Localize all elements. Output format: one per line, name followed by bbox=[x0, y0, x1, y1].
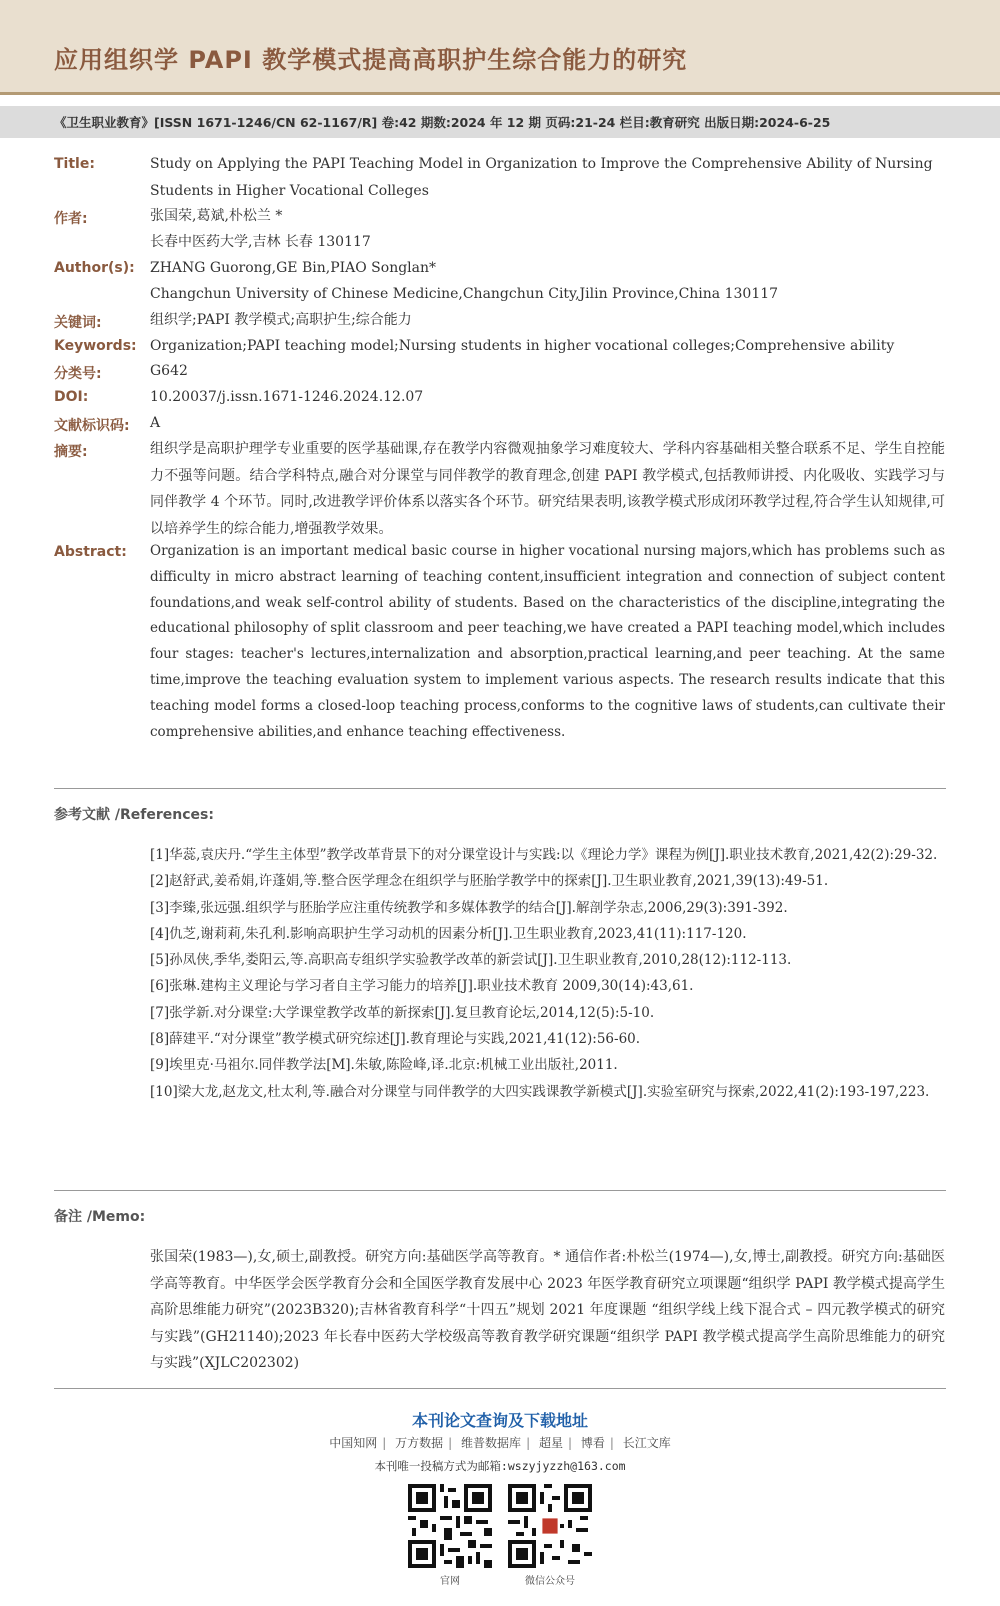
abstract-cn-label: 摘要: bbox=[54, 444, 88, 460]
document-code-value: A bbox=[150, 415, 161, 431]
author-cn-value: 张国荣,葛斌,朴松兰 * bbox=[150, 208, 283, 224]
database-link[interactable]: 博看 bbox=[580, 1436, 605, 1450]
abstract-cn-text: 组织学是高职护理学专业重要的医学基础课,存在教学内容微观抽象学习难度较大、学科内容基础相关整合联系不足、学生自控能力不强等问题。结合学科特点,融合对分课堂与同伴教学的教育理念,创建 PAPI 教学模式,包括教师讲授、内化吸收、实践学习与同伴教学 4 个环节。同时,改进教学评价体系以落实各个环节。研究结果表明,该教学模式形成闭环教学过程,符合学生认知规律,可以培养学生的综合能力,增强教学效果。 bbox=[150, 441, 945, 537]
reference-item: [6]张琳.建构主义理论与学习者自主学习能力的培养[J].职业技术教育 2009,30(14):43,61. bbox=[150, 978, 694, 995]
doi-value[interactable]: 10.20037/j.issn.1671-1246.2024.12.07 bbox=[150, 389, 424, 405]
references-heading: 参考文献 /References: bbox=[54, 807, 214, 823]
memo-text: 张国荣(1983—),女,硕士,副教授。研究方向:基础医学高等教育。* 通信作者:朴松兰(1974—),女,博士,副教授。研究方向:基础医学高等教育。中华医学会医学教育分会和全国医学教育发展中心 2023 年医学教育研究立项课题“组织学 PAPI 教学模式提高学生高阶思维能力研究”(2023B320);吉林省教育科学“十四五”规划 2021 年度课题 “组织学线上线下混合式 – 四元教学模式的研究与实践”(GH21140);2023 年长春中医药大学校级高等教育教学研究课题“组织学 PAPI 教学模式提高学生高阶思维能力的研究与实践”(XJLC202302) bbox=[150, 1249, 945, 1371]
wechat-qr-code[interactable] bbox=[508, 1484, 592, 1568]
page-title: 应用组织学 PAPI 教学模式提高高职护生综合能力的研究 bbox=[54, 46, 688, 74]
section-divider bbox=[54, 788, 946, 789]
keywords-cn-value: 组织学;PAPI 教学模式;高职护生;综合能力 bbox=[150, 312, 412, 328]
footer-title: 本刊论文查询及下载地址 bbox=[411, 1411, 588, 1430]
keywords-en-value: Organization;PAPI teaching model;Nursing students in higher vocational colleges;Comprehensive ability bbox=[150, 338, 895, 354]
affiliation-cn: 长春中医药大学,吉林 长春 130117 bbox=[150, 234, 371, 250]
author-en-value: ZHANG Guorong,GE Bin,PIAO Songlan* bbox=[150, 260, 437, 276]
title-label: Title: bbox=[54, 156, 95, 172]
abstract-en-label: Abstract: bbox=[54, 544, 127, 560]
reference-item: [7]张学新.对分课堂:大学课堂教学改革的新探索[J].复旦教育论坛,2014,12(5):5-10. bbox=[150, 1004, 655, 1021]
qr-caption-website: 官网 bbox=[440, 1576, 460, 1587]
author-cn-label: 作者: bbox=[54, 211, 88, 227]
reference-item: [8]薛建平.“对分课堂”教学模式研究综述[J].教育理论与实践,2021,41(12):56-60. bbox=[150, 1031, 641, 1048]
database-list: 中国知网 | 万方数据 | 维普数据库 | 超星 | 博看 | 长江文库 bbox=[329, 1436, 671, 1450]
database-link[interactable]: 中国知网 bbox=[329, 1436, 378, 1450]
doi-label: DOI: bbox=[54, 389, 89, 405]
reference-item: [3]李臻,张远强.组织学与胚胎学应注重传统教学和多媒体教学的结合[J].解剖学杂志,2006,29(3):391-392. bbox=[150, 899, 788, 916]
journal-meta-text: 《卫生职业教育》[ISSN 1671-1246/CN 62-1167/R] 卷:42 期数:2024 年 12 期 页码:21-24 栏目:教育研究 出版日期:2024-6-25 bbox=[54, 115, 831, 130]
website-qr-code[interactable] bbox=[408, 1484, 492, 1568]
document-code-label: 文献标识码: bbox=[54, 418, 130, 434]
keywords-en-label: Keywords: bbox=[54, 338, 137, 354]
database-link[interactable]: 超星 bbox=[538, 1436, 563, 1450]
reference-item: [5]孙凤侠,季华,娄阳云,等.高职高专组织学实验教学改革的新尝试[J].卫生职业教育,2010,28(12):112-113. bbox=[150, 952, 792, 969]
header-divider bbox=[0, 92, 1000, 95]
reference-item: [10]梁大龙,赵龙文,杜太利,等.融合对分课堂与同伴教学的大四实践课教学新模式[J].实验室研究与探索,2022,41(2):193-197,223. bbox=[150, 1083, 930, 1100]
reference-item: [1]华蕊,袁庆丹.“学生主体型”教学改革背景下的对分课堂设计与实践:以《理论力学》课程为例[J].职业技术教育,2021,42(2):29-32. bbox=[150, 847, 938, 863]
reference-item: [2]赵舒武,姜希娟,许蓬娟,等.整合医学理念在组织学与胚胎学教学中的探索[J].卫生职业教育,2021,39(13):49-51. bbox=[150, 873, 829, 890]
classification-value: G642 bbox=[150, 363, 188, 379]
title-value: Study on Applying the PAPI Teaching Model in Organization to Improve the Comprehensive Ability of Nursing Students in Higher Vocational Colleges bbox=[150, 156, 933, 199]
memo-heading: 备注 /Memo: bbox=[54, 1209, 146, 1225]
submission-email: 本刊唯一投稿方式为邮箱:wszyjyzzh@163.com bbox=[374, 1459, 626, 1473]
database-link[interactable]: 万方数据 bbox=[395, 1436, 444, 1450]
database-link[interactable]: 维普数据库 bbox=[461, 1436, 522, 1450]
affiliation-en: Changchun University of Chinese Medicine,Changchun City,Jilin Province,China 130117 bbox=[150, 286, 779, 302]
section-divider bbox=[54, 1388, 946, 1389]
keywords-cn-label: 关键词: bbox=[54, 315, 102, 331]
qr-caption-wechat: 微信公众号 bbox=[525, 1576, 575, 1587]
database-link[interactable]: 长江文库 bbox=[622, 1436, 671, 1450]
abstract-en-text: Organization is an important medical basic course in higher vocational nursing majors,which has problems such as difficulty in micro abstract learning of teaching content,insufficient integration and connection of subject content foundations,and weak self-control ability of students. Based on the characteristics of the discipline,integrating the educational philosophy of split classroom and peer teaching,we have created a PAPI teaching model,which includes four stages: teacher's lectures,internalization and absorption,practical learning,and peer teaching. At the same time,improve the teaching evaluation system to implement various aspects. The research results indicate that this teaching model forms a closed-loop teaching process,conforms to the cognitive laws of students,can cultivate their comprehensive abilities,and enhance teaching effectiveness. bbox=[150, 543, 945, 740]
section-divider bbox=[54, 1190, 946, 1191]
references-list bbox=[150, 842, 945, 1105]
reference-item: [9]埃里克·马祖尔.同伴教学法[M].朱敏,陈险峰,译.北京:机械工业出版社,2011. bbox=[150, 1057, 618, 1074]
reference-item: [4]仇芝,谢莉莉,朱孔利.影响高职护生学习动机的因素分析[J].卫生职业教育,2023,41(11):117-120. bbox=[150, 925, 747, 942]
author-en-label: Author(s): bbox=[54, 260, 135, 276]
classification-label: 分类号: bbox=[54, 366, 102, 382]
